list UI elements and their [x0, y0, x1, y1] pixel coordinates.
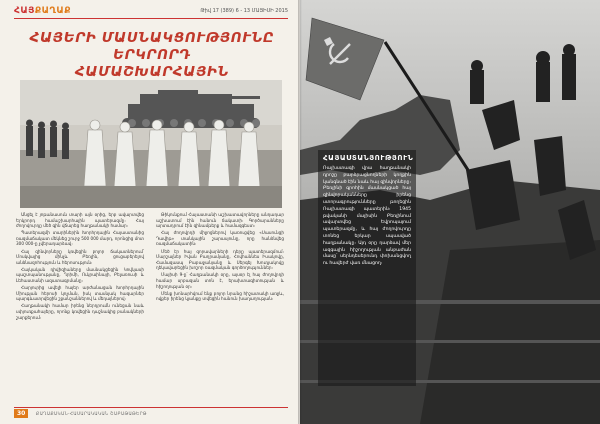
page-gutter: [298, 0, 302, 424]
article-column-2: [156, 212, 284, 303]
sidebar-text: Ռայխստագի վրա հաղթանակի դրոշը բարձրացնողների կողքին կանգնած էին նաև հայ զինվորները։ Բեռլինի գրոհին մասնակցած հայ զինվորականները իրենց ստորագրությունները թողեցին Ռայխստագի պատերին։ 1945 թվականի մայիսին Բեռլինում ավարտվեց Եվրոպայում պատերազմը, և հայ ժողովուրդը տոնեց երկար սպասված հաղթանակը։ Այդ օրը դարձավ մեր ազգային հիշողության անբաժան մասը՝ սերնդեսերունդ փոխանցվող ու հավերժ վառ մնացող։: [323, 166, 412, 267]
parade-photo-graphic: [20, 80, 282, 208]
magazine-logo: [14, 6, 71, 16]
article-column-1: [16, 212, 144, 322]
paragraph: Պատերազմի տարիներին Խորհրդային Հայաստանից ռազմաճակատ մեկնեց շուրջ 500 000 մարդ, որոնցից մոտ 300 000-ը չվերադարձավ։: [16, 230, 144, 247]
parade-photo: [20, 80, 282, 208]
sidebar-title: ՀԱՅԱՍՏԱՆՅՈՒԹՅՈՒՆ: [323, 154, 414, 162]
issue-line: Թիվ 17 (389) 6 - 13 ՄԱՅԻՍԻ 2015: [200, 8, 288, 14]
paragraph: Հաղթանակի համար իրենց ներդրումն ունեցան նաև սփյուռքահայերը, որոնք կռվեցին դաշնակից բանակների շարքերում։: [16, 303, 144, 320]
paragraph: Մենք խոնարհվում ենք բոլոր նրանց հիշատակի առջև, ովքեր իրենց կյանքը տվեցին հանուն խաղաղության։: [156, 290, 284, 302]
page-number: 30: [14, 409, 28, 418]
paragraph: Թիկունքում Հայաստանի աշխատավորները անդադար աշխատում էին հանուն ճակատի։ Գործարանները արտադրում էին զինամթերք և համազգեստ։: [156, 212, 284, 229]
brand-prefix: ՀԱՅ: [14, 6, 35, 16]
paragraph: Հայկական դիվիզիաները մասնակցեցին Կովկասի պաշտպանությանը, Ղրիմի, Ուկրաինայի, Բելառուսի և Լեհաստանի ազատագրմանը։: [16, 266, 144, 284]
paragraph: Մեծ էր հայ զորավարների դերը պատերազմում։ Մարշալներ Իվան Բաղրամյանը, Հովհաննես Իսակովը, Համազասպ Բաբաջանյանը և Սերգեյ Խուդյակովը ղեկավարեցին խոշոր ռազմական գործողություններ։: [156, 248, 284, 271]
paragraph: Մայիսի 9-ը՝ Հաղթանակի օրը, այսօր էլ հայ ժողովրդի համար սրբազան տոն է, երախտագիտության և հիշողության օր։: [156, 272, 284, 289]
paragraph: Հայ ժողովրդի միջոցներով կառուցվեց «Սասունցի Դավիթ» տանկային շարասյունը, որը հանձնվեց ռազմաճակատին։: [156, 230, 284, 247]
brand-suffix: ՔԱՂԱՔ: [34, 6, 72, 16]
title-line-1: ՀԱՅԵՐԻ ՄԱՍՆԱԿՑՈՒԹՅՈՒՆԸ ԵՐԿՐՈՐԴ: [29, 30, 275, 63]
sidebar-box: [318, 150, 416, 386]
title-line-2: ՀԱՄԱՇԽԱՐՀԱՅԻՆ: [75, 64, 229, 80]
paragraph: Հայ զինվորները կռվեցին բոլոր ճակատներում՝ Մոսկվայից մինչև Բեռլին, ցուցաբերելով անձնազոհություն և հերոսություն։: [16, 248, 144, 265]
paragraph: Անցել է յոթանասուն տարի այն օրից, երբ ավարտվեց Երկրորդ համաշխարհային պատերազմը։ Հայ ժողովուրդը մեծ գին վճարեց հաղթանակի համար։: [16, 212, 144, 229]
header-rule: [14, 18, 288, 19]
page-footer: [14, 407, 288, 418]
paragraph: Հարյուրից ավելի հայեր արժանացան Խորհրդային Միության հերոսի կոչման, իսկ տասնյակ հազարներ պարգևատրվեցին շքանշաններով և մեդալներով։: [16, 285, 144, 302]
footer-text: ՔԱՂԱՔԱԿԱՆ-ՀԱՍԱՐԱԿԱԿԱՆ ՇԱԲԱԹԱԹԵՐԹ: [36, 411, 147, 416]
